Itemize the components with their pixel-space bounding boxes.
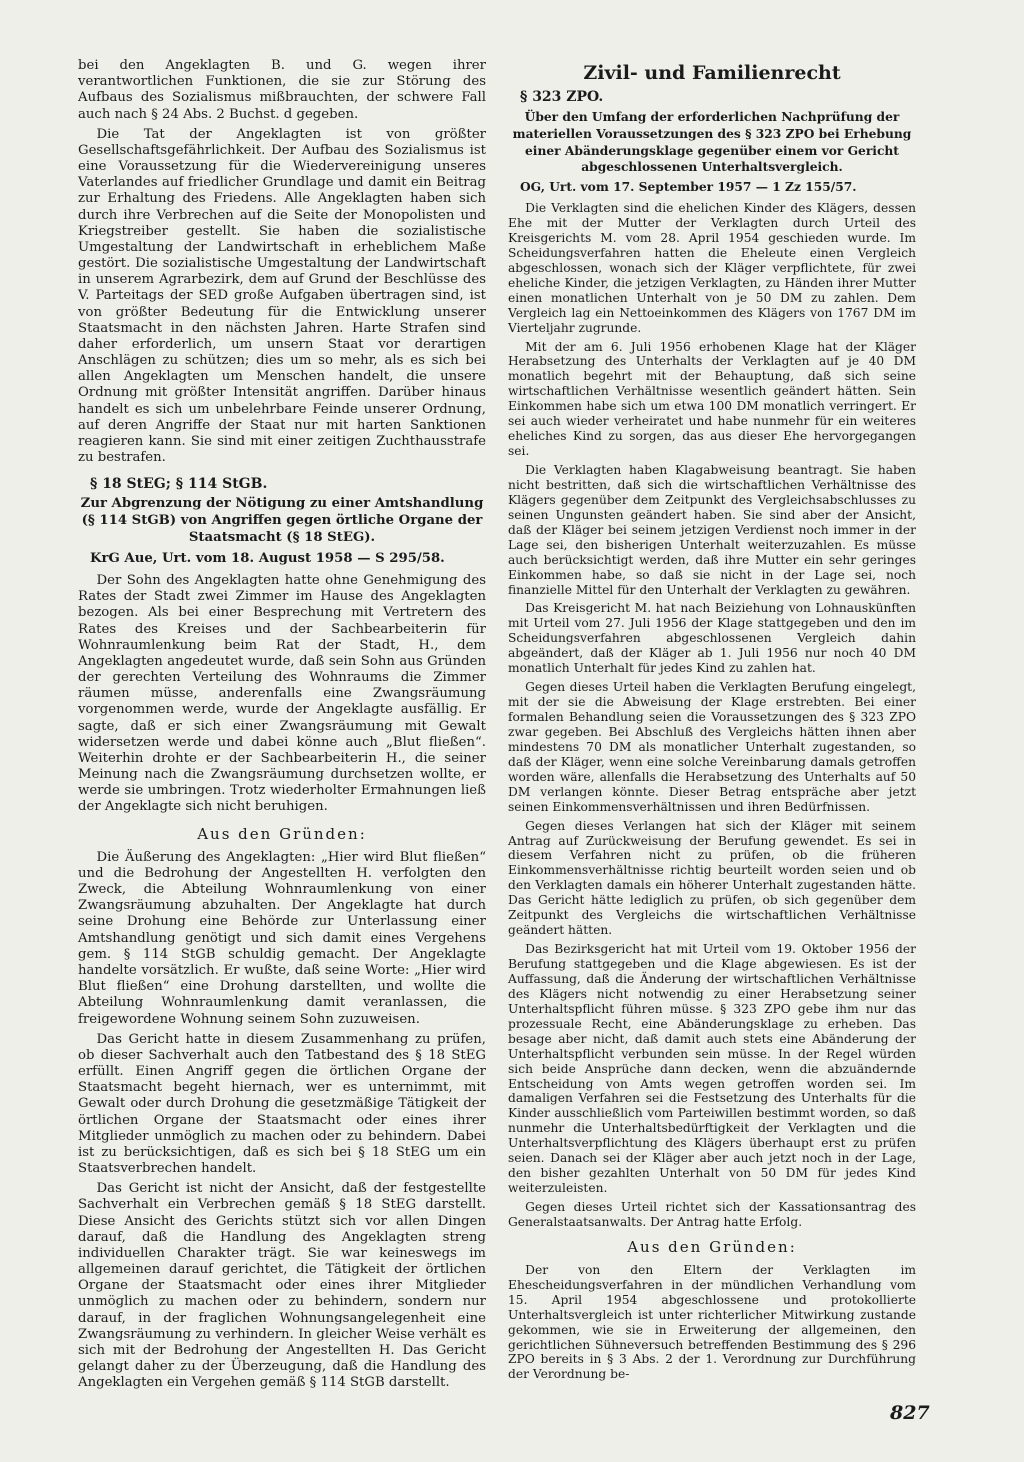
paragraph: Mit der am 6. Juli 1956 erhobenen Klage hat der Kläger Herabsetzung des Unterhalts der Verklagten auf je 40 DM monatlich begehrt mit der Behauptung, daß sich seine wirtschaftlichen Verhältnisse wesentlich geändert hätten. Sein Einkommen habe sich um etwa 100 DM monatlich verringert. Er sei auch wieder verheiratet und habe nunmehr für ein weiteres eheliches Kind zu sorgen, das aus dieser Ehe hervorgegangen sei. bbox=[508, 339, 916, 459]
section-title: Zivil- und Familienrecht bbox=[583, 62, 841, 84]
paragraph: Das Gericht hatte in diesem Zusammenhang zu prüfen, ob dieser Sachverhalt auch den Tatbestand des § 18 StEG erfüllt. Einen Angriff gegen die örtlichen Organe der Staatsmacht begeht hiernach, wer es unternimmt, mit Gewalt oder durch Drohung die gesetzmäßige Tätigkeit der örtlichen Organe der Staatsmacht oder eines ihrer Mitglieder unmöglich zu machen oder zu behindern. Dabei ist zu berücksichtigen, daß es sich bei § 18 StEG um ein Staatsverbrechen handelt. bbox=[78, 1031, 486, 1177]
paragraph: Die Verklagten haben Klagabweisung beantragt. Sie haben nicht bestritten, daß sich die wirtschaftlichen Verhältnisse des Klägers gegenüber dem Zeitpunkt des Vergleichsabschlusses zu seinen Ungunsten geändert haben. Sie sind aber der Ansicht, daß der Kläger bei seinem jetzigen Verdienst noch immer in der Lage sei, den bisherigen Unterhalt weiterzuzahlen. Es müsse auch berücksichtigt werden, daß ihre Mutter ein sehr geringes Einkommen habe, so daß sie nicht in der Lage sei, noch finanzielle Mittel für den Unterhalt der Verklagten zu gewähren. bbox=[508, 463, 916, 597]
reasons-heading: Aus den Gründen: bbox=[197, 824, 367, 843]
headnote: Zur Abgrenzung der Nötigung zu einer Amtshandlung (§ 114 StGB) von Angriffen gegen örtliche Organe der Staatsmacht (§ 18 StEG). bbox=[80, 496, 484, 546]
paragraph: Gegen dieses Urteil richtet sich der Kassationsantrag des Generalstaatsanwalts. Der Antrag hatte Erfolg. bbox=[508, 1200, 916, 1229]
paragraph: Die Tat der Angeklagten ist von größter Gesellschaftsgefährlichkeit. Der Aufbau des Sozialismus ist eine Voraussetzung für die Wiedervereinigung unseres Vaterlandes auf friedlicher Grundlage und damit ein Beitrag zur Erhaltung des Friedens. Alle Angeklagten haben sich durch ihre Verbrechen auf die Seite der Monopolisten und Kriegstreiber gestellt. Sie haben die sozialistische Umgestaltung der Landwirtschaft in erheblichem Maße gestört. Die sozialistische Umgestaltung der Landwirtschaft in unserem Agrarbezirk, dem auf Grund der Beschlüsse des V. Parteitags der SED große Aufgaben übertragen sind, ist von größter Bedeutung für die Entwicklung unserer Staatsmacht in den nächsten Jahren. Harte Strafen sind daher erforderlich, um unsern Staat vor derartigen Anschlägen zu schützen; dies um so mehr, als es sich bei allen Angeklagten um Menschen handelt, die unsere Ordnung mit größter Intensität angriffen. Darüber hinaus handelt es sich um unbelehrbare Feinde unserer Ordnung, auf deren Angriffe der Staat nur mit harten Sanktionen reagieren kann. Sie sind mit einer zeitigen Zuchthausstrafe zu bestrafen. bbox=[78, 126, 486, 466]
right-column bbox=[508, 58, 916, 1386]
paragraph: Das Gericht ist nicht der Ansicht, daß der festgestellte Sachverhalt ein Verbrechen gemäß § 18 StEG darstellt. Diese Ansicht des Gerichts stützt sich vor allen Dingen darauf, daß die Handlung des Angeklagten streng individuellen Charakter trägt. Sie war keineswegs im allgemeinen darauf gerichtet, die Tätigkeit der örtlichen Organe der Staatsmacht oder eines ihrer Mitglieder unmöglich zu machen oder zu behindern, sondern nur darauf, in der fraglichen Wohnungsangelegenheit eine Zwangsräumung zu verhindern. In gleicher Weise verhält es sich mit der Bedrohung der Angestellten H. Das Gericht gelangt daher zu der Überzeugung, daß die Handlung des Angeklagten ein Vergehen gemäß § 114 StGB darstellt. bbox=[78, 1181, 486, 1391]
paragraph: Das Bezirksgericht hat mit Urteil vom 19. Oktober 1956 der Berufung stattgegeben und die Klage abgewiesen. Es ist der Auffassung, daß die Änderung der wirtschaftlichen Verhältnisse des Klägers nicht notwendig zu einer Herabsetzung seiner Unterhaltspflicht führen müsse. § 323 ZPO gebe ihm nur das prozessuale Recht, eine Abänderungsklage zu erheben. Das besage aber nicht, daß damit auch stets eine Abänderung der Unterhaltspflicht verbunden sein müsse. In der Regel würden sich beide Ansprüche dann decken, wenn die abzuändernde Entscheidung von Amts wegen getroffen worden sei. Im damaligen Verfahren sei die Festsetzung des Unterhalts für die Kinder ausschließlich vom Parteiwillen bestimmt worden, so daß nunmehr die Unterhaltsbedürftigkeit der Verklagten und die Unterhaltsverpflichtung des Klägers überhaupt erst zu prüfen seien. Danach sei der Kläger aber auch jetzt noch in der Lage, den bisher gezahlten Unterhalt von 50 DM für jedes Kind weiterzuleisten. bbox=[508, 942, 916, 1196]
paragraph: Gegen dieses Urteil haben die Verklagten Berufung eingelegt, mit der sie die Abweisung der Klage erstrebten. Bei einer formalen Behandlung seien die Voraussetzungen des § 323 ZPO zwar gegeben. Bei Abschluß des Vergleichs hätten ihnen aber mindestens 70 DM als monatlicher Unterhalt zugestanden, so daß der Kläger, wenn eine solche Vereinbarung damals getroffen worden wäre, allenfalls die Herabsetzung des Unterhalts auf 50 DM verlangen könnte. Dieser Betrag entspräche aber jetzt seinen Einkommensverhältnissen und ihren Bedürfnissen. bbox=[508, 680, 916, 814]
paragraph: Die Verklagten sind die ehelichen Kinder des Klägers, dessen Ehe mit der Mutter der Verklagten durch Urteil des Kreisgerichts M. vom 28. April 1954 geschieden wurde. Im Scheidungsverfahren hatten die Eheleute einen Vergleich abgeschlossen, wonach sich der Kläger verpflichtete, für zwei eheliche Kinder, die jetzigen Verklagten, zu Händen ihrer Mutter einen monatlichen Unterhalt von je 50 DM zu zahlen. Dem Vergleich lag ein Nettoeinkommen des Klägers von 1767 DM im Vierteljahr zugrunde. bbox=[508, 201, 916, 335]
paragraph: Das Kreisgericht M. hat nach Beiziehung von Lohnauskünften mit Urteil vom 27. Juli 1956 der Klage stattgegeben und den im Scheidungsverfahren abgeschlossenen Vergleich dahin abgeändert, daß der Kläger ab 1. Juli 1956 nur noch 40 DM monatlich Unterhalt für jedes Kind zu zahlen hat. bbox=[508, 601, 916, 676]
section-reference: § 323 ZPO. bbox=[520, 89, 604, 105]
paragraph: Gegen dieses Verlangen hat sich der Kläger mit seinem Antrag auf Zurückweisung der Berufung gewendet. Es sei in diesem Verfahren nicht zu prüfen, ob die früheren Einkommensverhältnisse richtig beurteilt worden seien und ob den Verklagten damals ein höherer Unterhalt zugestanden hätte. Das Gericht hätte lediglich zu prüfen, ob sich gegenüber dem Zeitpunkt des Vergleichs die wirtschaftlichen Verhältnisse geändert hätten. bbox=[508, 818, 916, 938]
case-citation: KrG Aue, Urt. vom 18. August 1958 — S 295/58. bbox=[90, 550, 445, 566]
case-citation: OG, Urt. vom 17. September 1957 — 1 Zz 155/57. bbox=[520, 179, 857, 195]
headnote: Über den Umfang der erforderlichen Nachprüfung der materiellen Voraussetzungen des § 323 ZPO bei Erhebung einer Abänderungsklage gegenüber einem vor Gericht abgeschlossenen Unterhaltsvergleich. bbox=[512, 108, 912, 175]
page-number: 827 bbox=[890, 1402, 930, 1424]
section-reference: § 18 StEG; § 114 StGB. bbox=[90, 476, 268, 493]
paragraph: Der Sohn des Angeklagten hatte ohne Genehmigung des Rates der Stadt zwei Zimmer im Hause des Angeklagten bezogen. Als bei einer Besprechung mit Vertretern des Rates des Kreises und der Sachbearbeiterin für Wohnraumlenkung beim Rat der Stadt, H., dem Angeklagten angedeutet wurde, daß sein Sohn aus Gründen der gerechten Verteilung des Wohnraums die Zimmer räumen müsse, anderenfalls eine Zwangsräumung vorgenommen werde, wurde der Angeklagte ausfällig. Er sagte, daß er sich einer Zwangsräumung mit Gewalt widersetzen werde und dabei könne auch „Blut fließen“. Weiterhin drohte er der Sachbearbeiterin H., die seiner Meinung nach die Zwangsräumung durchsetzen wollte, er werde sie umbringen. Trotz wiederholter Ermahnungen ließ der Angeklagte sich nicht beruhigen. bbox=[78, 573, 486, 815]
paragraph: Die Äußerung des Angeklagten: „Hier wird Blut fließen“ und die Bedrohung der Angestellten H. verfolgten den Zweck, die Abteilung Wohnraumlenkung von einer Zwangsräumung abzuhalten. Der Angeklagte hat durch seine Drohung eine Behörde zur Unterlassung einer Amtshandlung genötigt und sich damit eines Vergehens gem. § 114 StGB schuldig gemacht. Der Angeklagte handelte vorsätzlich. Er wußte, daß seine Worte: „Hier wird Blut fließen“ eine Drohung darstellten, und wollte die Abteilung Wohnraumlenkung damit veranlassen, die freigewordene Wohnung seinem Sohn zuzuweisen. bbox=[78, 849, 486, 1027]
left-column bbox=[78, 58, 486, 1395]
paragraph: Der von den Eltern der Verklagten im Ehescheidungsverfahren in der mündlichen Verhandlung vom 15. April 1954 abgeschlossene und protokollierte Unterhaltsvergleich ist unter richterlicher Mitwirkung zustande gekommen, wie sie in Erweiterung der allgemeinen, den gerichtlichen Sühneversuch betreffenden Bestimmung des § 296 ZPO bereits in § 3 Abs. 2 der 1. Verordnung zur Durchführung der Verordnung be- bbox=[508, 1262, 916, 1382]
reasons-heading: Aus den Gründen: bbox=[627, 1237, 797, 1256]
paragraph: bei den Angeklagten B. und G. wegen ihrer verantwortlichen Funktionen, die sie zur Störung des Aufbaus des Sozialismus mißbrauchten, der schwere Fall auch nach § 24 Abs. 2 Buchst. d gegeben. bbox=[78, 58, 486, 122]
